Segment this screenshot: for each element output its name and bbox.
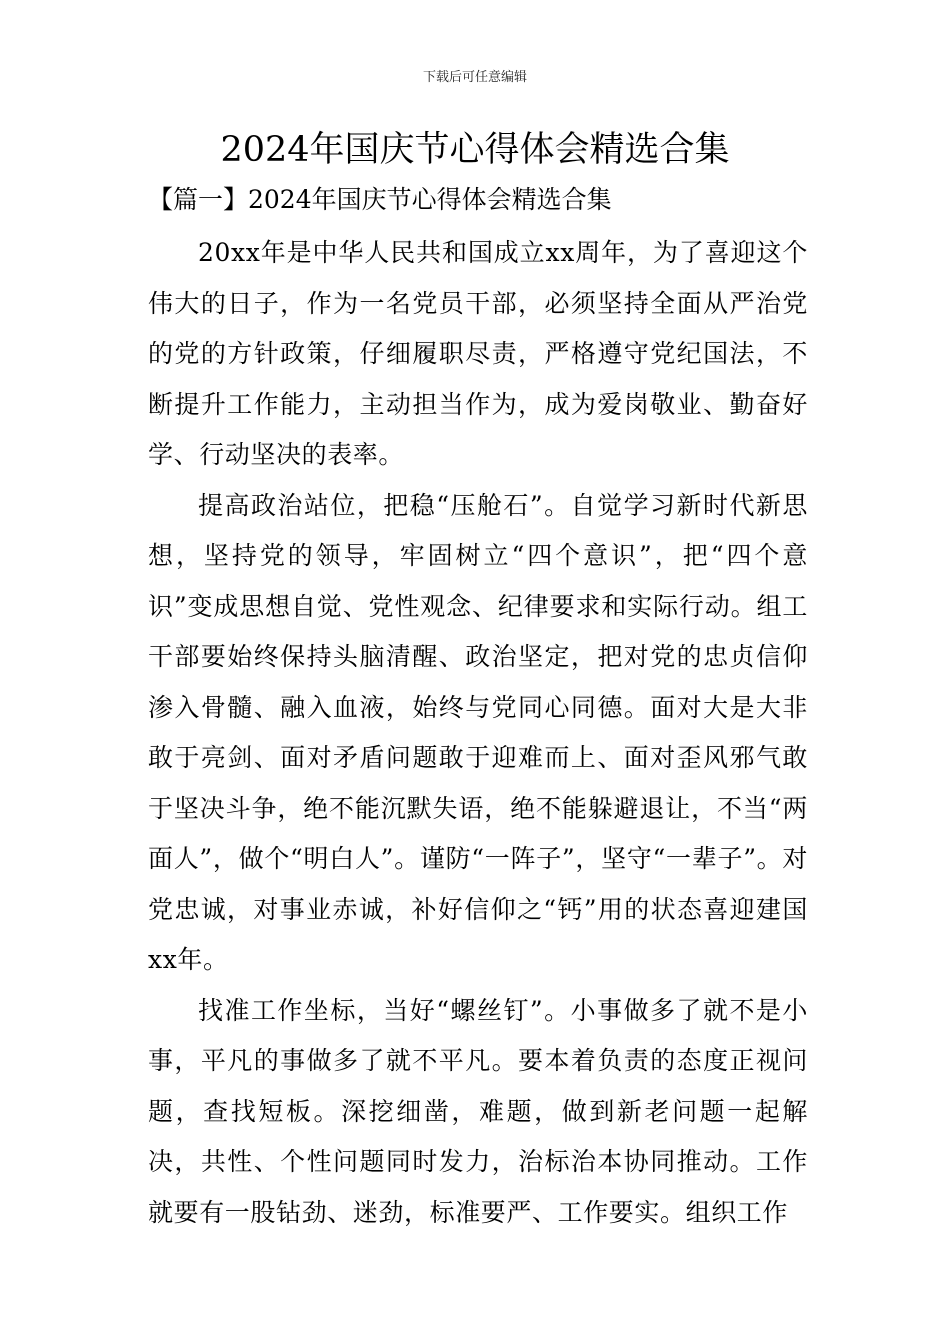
paragraph: 找准工作坐标，当好“螺丝钉”。小事做多了就不是小事，平凡的事做多了就不平凡。要本着负责的态度正视问题，查找短板。深挖细凿，难题，做到新老问题一起解决，共性、个性问题同时发力，治标治本协同推动。工作就要有一股钻劲、迷劲，标准要严、工作要实。组织工作 — [148, 995, 808, 1227]
paragraph: 提高政治站位，把稳“压舱石”。自觉学习新时代新思想，坚持党的领导，牢固树立“四个意识”，把“四个意识”变成思想自觉、党性观念、纪律要求和实际行动。组工干部要始终保持头脑清醒、政治坚定，把对党的忠贞信仰渗入骨髓、融入血液，始终与党同心同德。面对大是大非敢于亮剑、面对矛盾问题敢于迎难而上、面对歪风邪气敢于坚决斗争，绝不能沉默失语，绝不能躲避退让，不当“两面人”，做个“明白人”。谨防“一阵子”，坚守“一辈子”。对党忠诚，对事业赤诚，补好信仰之“钙”用的状态喜迎建国xx年。 — [148, 490, 808, 974]
paragraph: 20xx年是中华人民共和国成立xx周年，为了喜迎这个伟大的日子，作为一名党员干部，必须坚持全面从严治党的党的方针政策，仔细履职尽责，严格遵守党纪国法，不断提升工作能力，主动担当作为，成为爱岗敬业、勤奋好学、行动坚决的表率。 — [148, 238, 808, 469]
document-body — [148, 228, 808, 1238]
section-heading: 【篇一】2024年国庆节心得体会精选合集 — [148, 185, 612, 214]
page-header-note: 下载后可任意编辑 — [422, 70, 527, 85]
document-title: 2024年国庆节心得体会精选合集 — [220, 130, 730, 170]
